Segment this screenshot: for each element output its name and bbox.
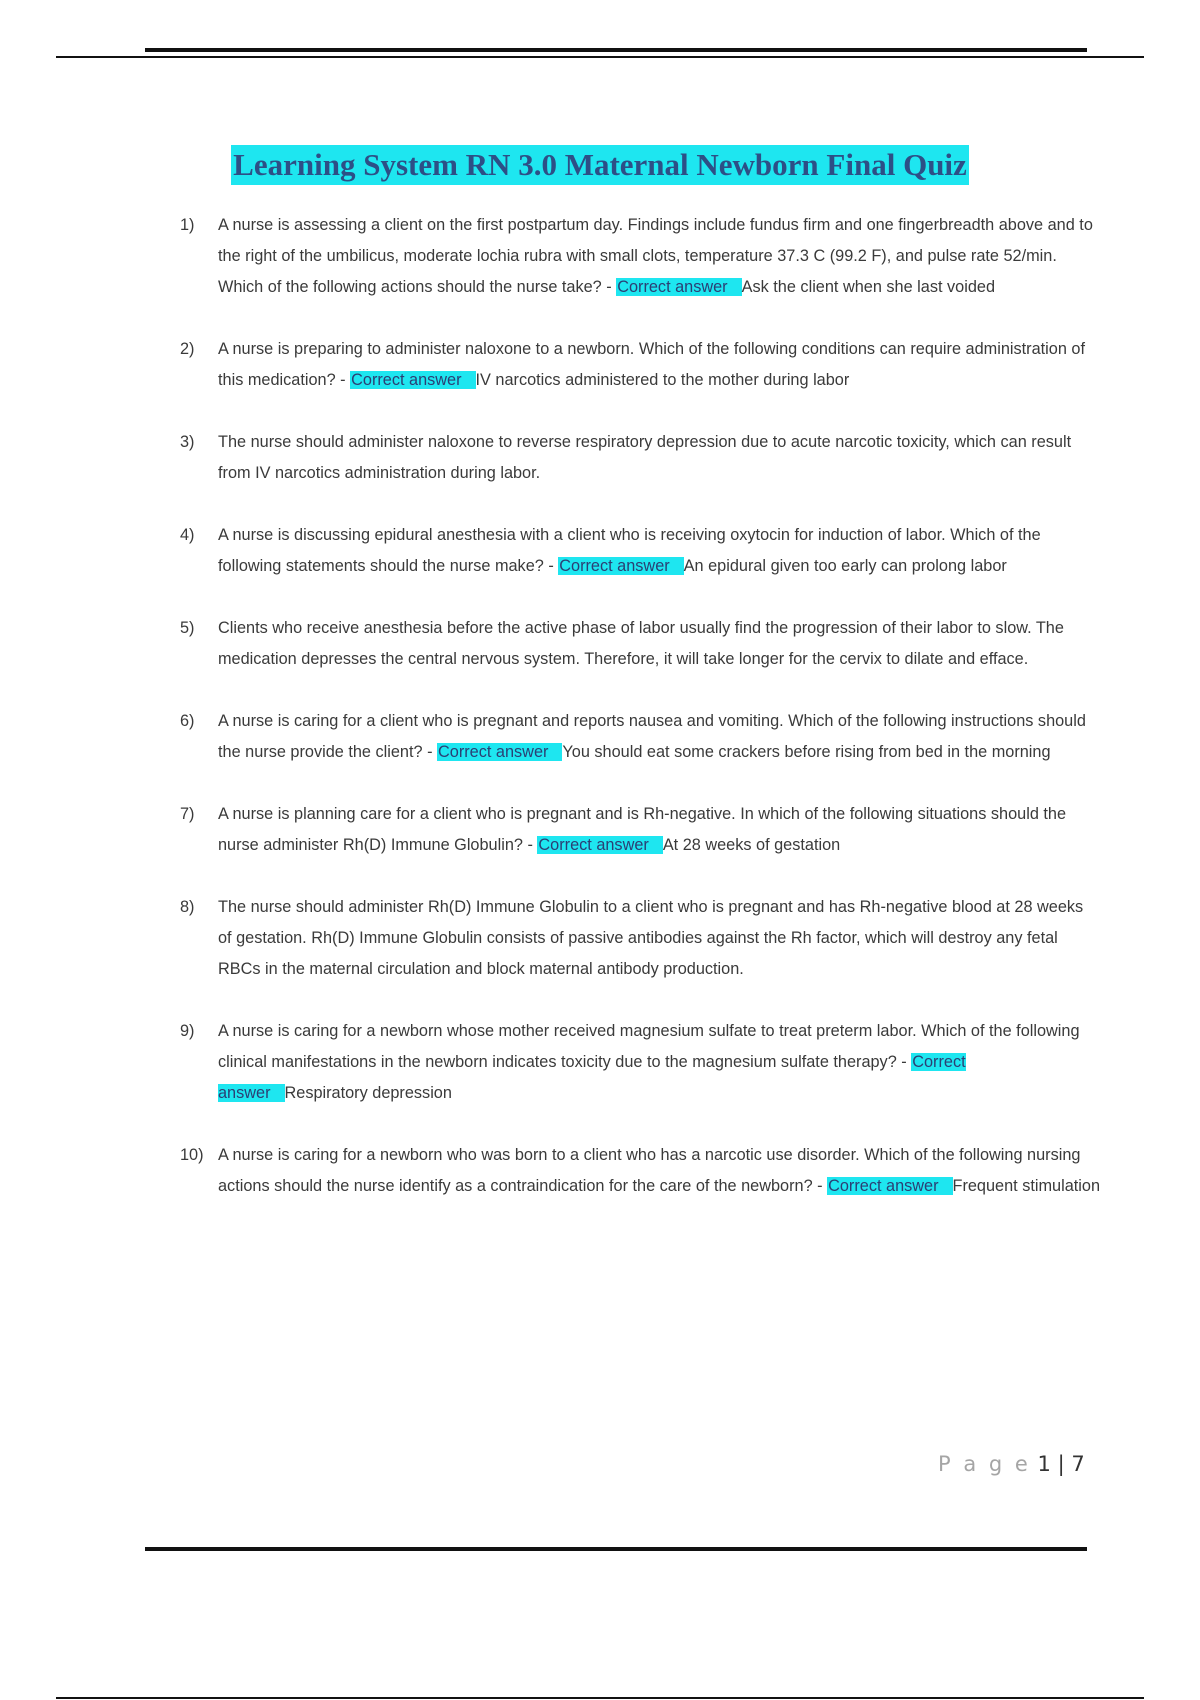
question-number: 5) — [180, 619, 195, 637]
page-total: 7 — [1071, 1452, 1085, 1476]
question-list — [180, 210, 1100, 1233]
question-number: 2) — [180, 340, 195, 358]
question-item — [180, 520, 1100, 582]
question-item — [180, 1016, 1100, 1109]
answer-text: At 28 weeks of gestation — [662, 836, 841, 854]
question-number: 8) — [180, 898, 195, 916]
correct-answer-label: Correct answer — [616, 278, 741, 296]
question-text: A nurse is preparing to administer naloxone to a newborn. Which of the following conditions can require administration of this medication? - — [218, 340, 1086, 389]
question-number: 6) — [180, 712, 195, 730]
question-text: A nurse is caring for a newborn whose mother received magnesium sulfate to treat preterm labor. Which of the following clinical manifestations in the newborn indicates toxicity due to the magnesium sulfate therapy? - — [218, 1022, 1080, 1071]
question-text: A nurse is discussing epidural anesthesia with a client who is receiving oxytocin for induction of labor. Which of the following statements should the nurse make? - — [218, 526, 1041, 575]
question-text: The nurse should administer Rh(D) Immune Globulin to a client who is pregnant and has Rh-negative blood at 28 weeks of gestation. Rh(D) Immune Globulin consists of passive antibodies against the Rh factor, which will destroy any fetal RBCs in the maternal circulation and block maternal antibody production. — [218, 898, 1084, 978]
correct-answer-label: Correct answer — [537, 836, 662, 854]
page-separator: | — [1057, 1452, 1065, 1476]
question-item — [180, 613, 1100, 675]
correct-answer-label: Correct answer — [218, 1053, 966, 1102]
top-border-line — [56, 56, 1144, 58]
question-number: 1) — [180, 216, 195, 234]
page-footer — [938, 1452, 1085, 1476]
document-title: Learning System RN 3.0 Maternal Newborn Final Quiz — [231, 145, 969, 185]
question-text: A nurse is caring for a newborn who was born to a client who has a narcotic use disorder. Which of the following nursing actions should the nurse identify as a contraindication for the care of the newborn? - — [218, 1146, 1081, 1195]
question-number: 3) — [180, 433, 195, 451]
answer-text: You should eat some crackers before rising from bed in the morning — [562, 743, 1051, 761]
question-number: 4) — [180, 526, 195, 544]
question-number: 7) — [180, 805, 195, 823]
question-item — [180, 210, 1100, 303]
title-container — [0, 145, 1200, 185]
question-item — [180, 334, 1100, 396]
bottom-border-line — [56, 1697, 1144, 1699]
footer-rule — [145, 1547, 1087, 1551]
page-current: 1 — [1037, 1452, 1051, 1476]
answer-text: Respiratory depression — [284, 1084, 452, 1102]
correct-answer-label: Correct answer — [350, 371, 475, 389]
page-label: P a g e — [938, 1452, 1031, 1476]
question-number: 9) — [180, 1022, 195, 1040]
answer-text: An epidural given too early can prolong labor — [683, 557, 1007, 575]
question-text: A nurse is planning care for a client who is pregnant and is Rh-negative. In which of the following situations should the nurse administer Rh(D) Immune Globulin? - — [218, 805, 1067, 854]
question-text: A nurse is assessing a client on the first postpartum day. Findings include fundus firm and one fingerbreadth above and to the right of the umbilicus, moderate lochia rubra with small clots, temperature 37.3 C (99.2 F), and pulse rate 52/min. Which of the following actions should the nurse take? - — [218, 216, 1093, 296]
question-item — [180, 706, 1100, 768]
header-rule — [145, 48, 1087, 52]
question-text: A nurse is caring for a client who is pregnant and reports nausea and vomiting. Which of the following instructions should the nurse provide the client? - — [218, 712, 1086, 761]
question-item — [180, 1140, 1100, 1202]
correct-answer-label: Correct answer — [827, 1177, 952, 1195]
answer-text: IV narcotics administered to the mother during labor — [475, 371, 850, 389]
answer-text: Frequent stimulation — [952, 1177, 1101, 1195]
question-item — [180, 427, 1100, 489]
question-item — [180, 799, 1100, 861]
correct-answer-label: Correct answer — [558, 557, 683, 575]
correct-answer-label: Correct answer — [437, 743, 562, 761]
question-text: Clients who receive anesthesia before the active phase of labor usually find the progression of their labor to slow. The medication depresses the central nervous system. Therefore, it will take longer for the cervix to dilate and efface. — [218, 619, 1064, 668]
question-number: 10) — [180, 1146, 204, 1164]
answer-text: Ask the client when she last voided — [741, 278, 996, 296]
question-item — [180, 892, 1100, 985]
question-text: The nurse should administer naloxone to reverse respiratory depression due to acute narcotic toxicity, which can result from IV narcotics administration during labor. — [218, 433, 1072, 482]
